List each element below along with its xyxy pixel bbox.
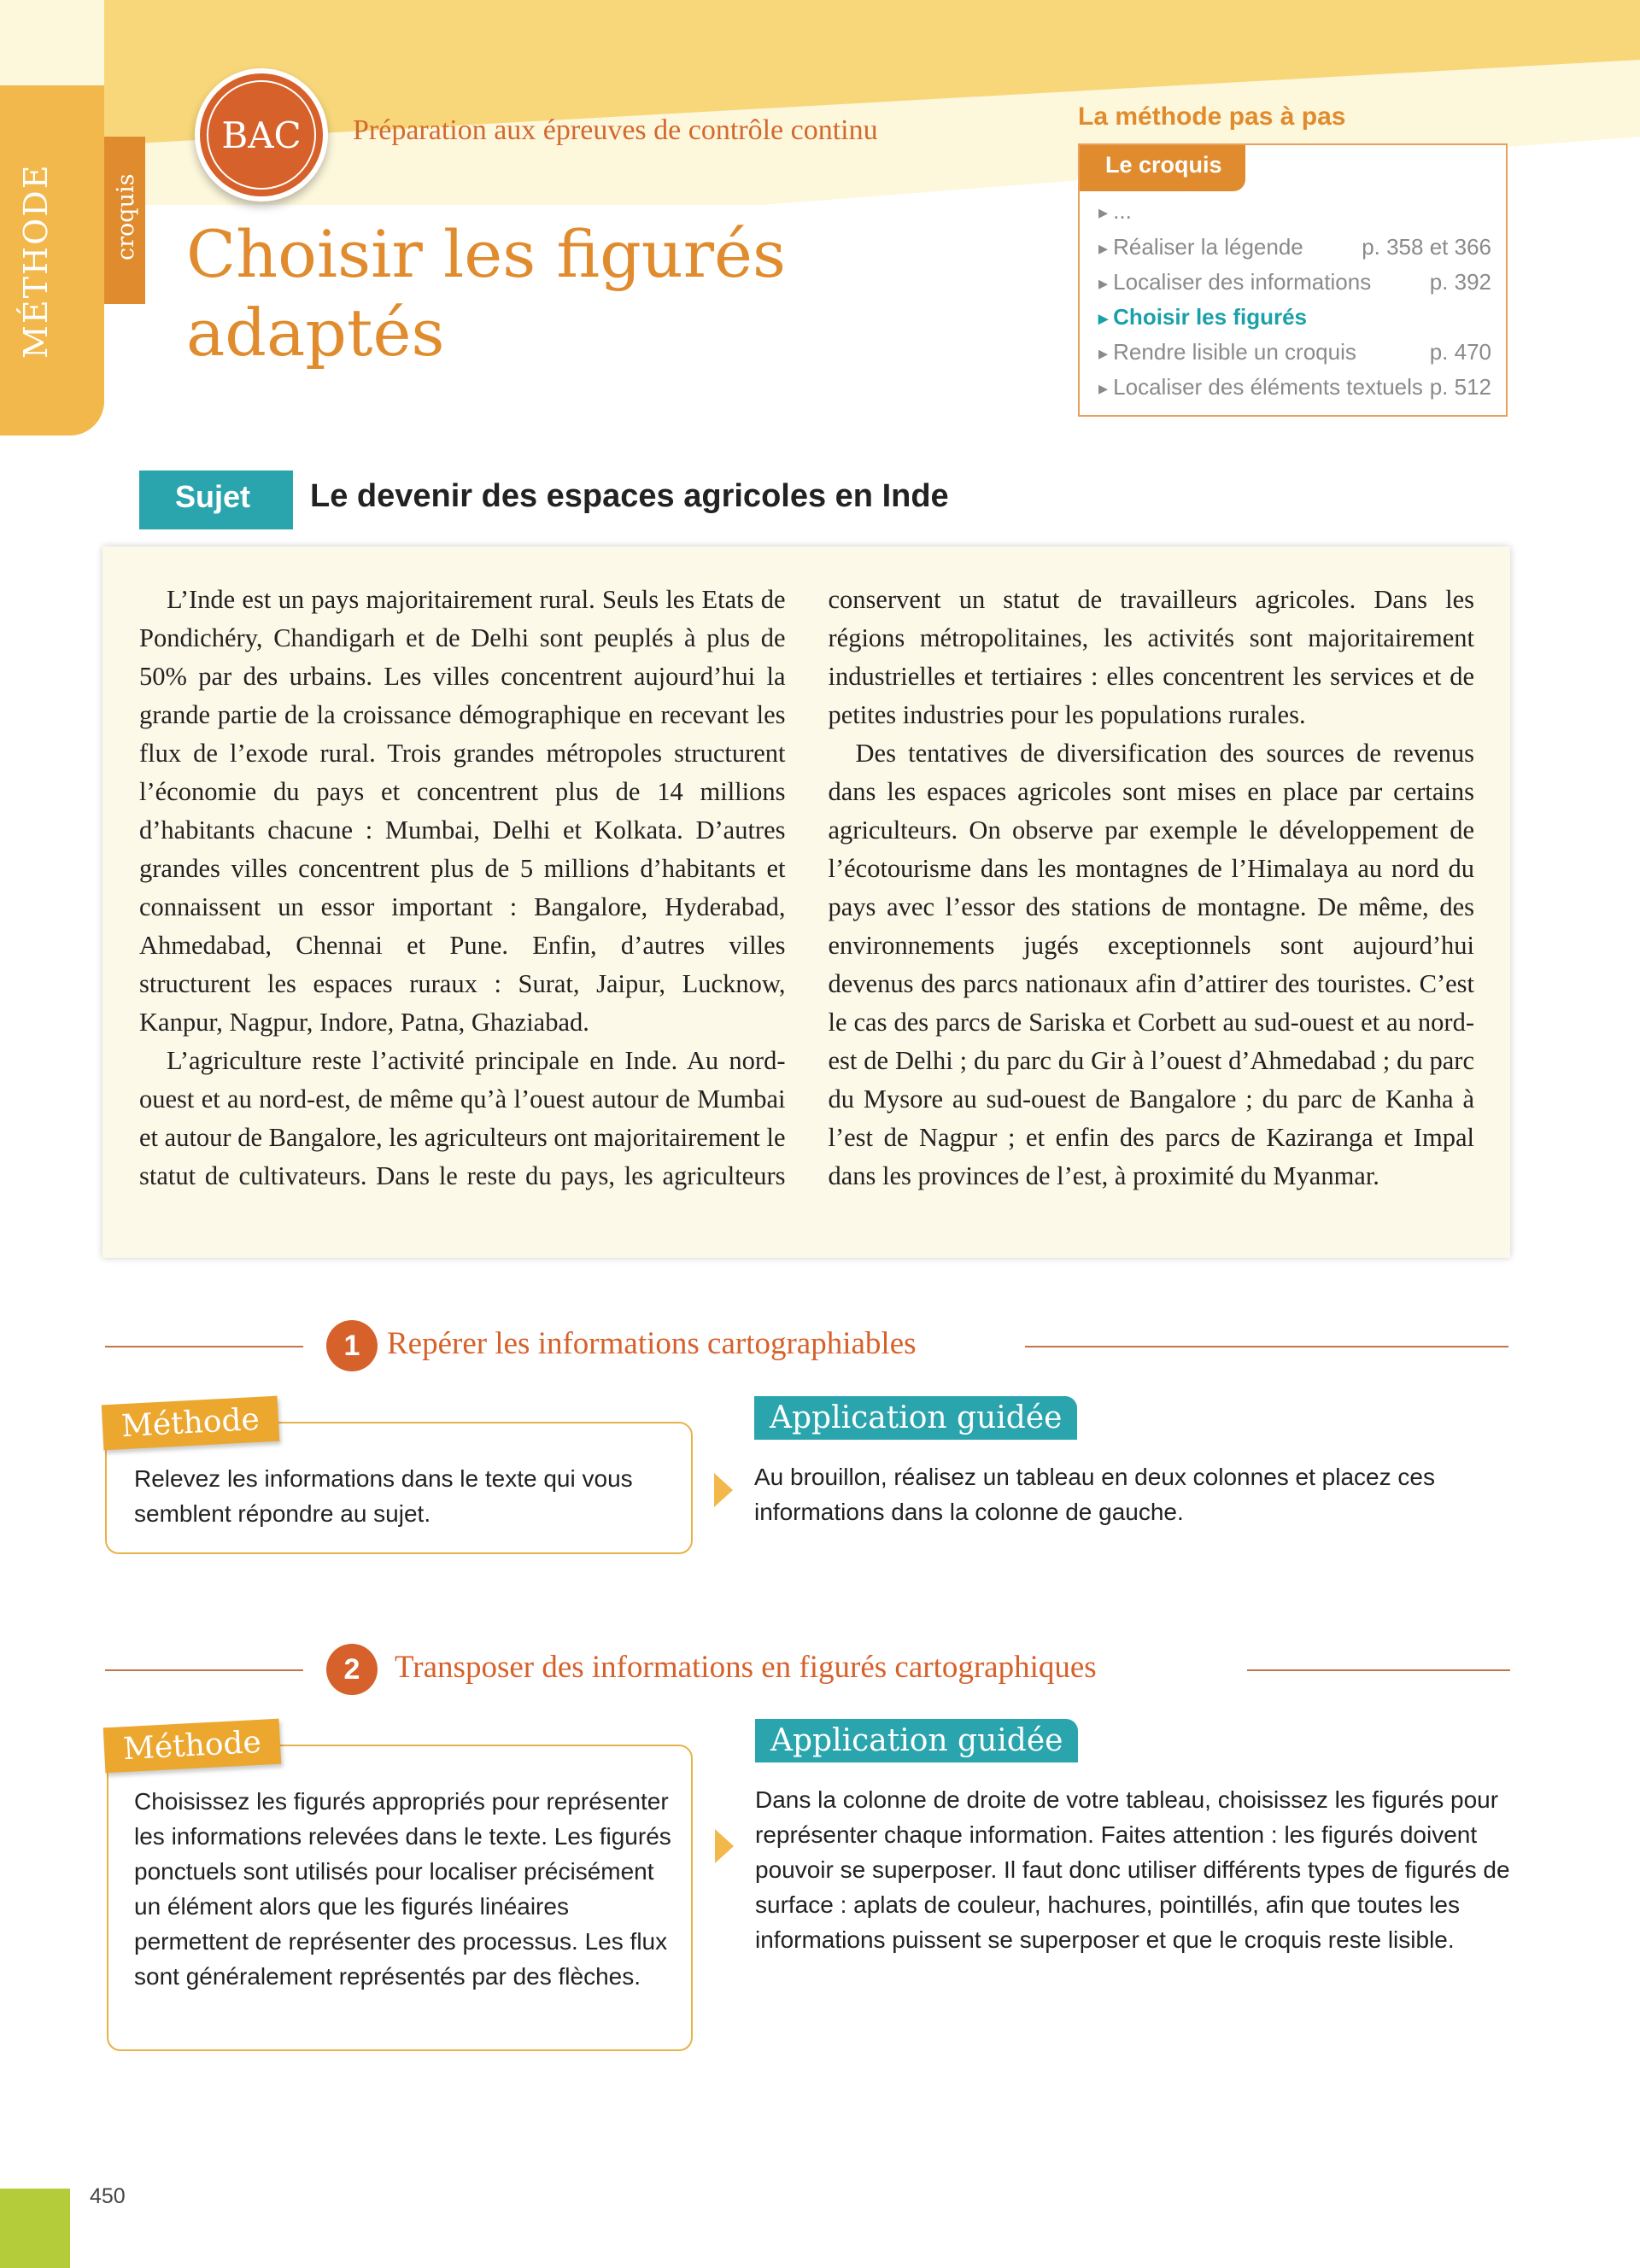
step-item[interactable]: ▸ Réaliser la légende p. 358 et 366 [1098, 234, 1491, 260]
side-tab-top [0, 0, 104, 85]
section-divider [105, 1346, 303, 1347]
section-divider [1247, 1669, 1510, 1671]
step-item-active[interactable]: ▸ Choisir les figurés [1098, 304, 1491, 330]
section-number: 1 [326, 1320, 378, 1371]
steps-box [1078, 143, 1508, 417]
step-item[interactable]: ▸ Localiser des éléments textuels p. 512 [1098, 374, 1491, 400]
subject-text-box [102, 547, 1510, 1258]
method-text: Relevez les informations dans le texte qui vous semblent répondre au sujet. [134, 1465, 633, 1527]
section-divider [105, 1669, 303, 1671]
method-tag: Méthode [103, 1719, 281, 1774]
subject-paragraph: L’agriculture reste l’activité principale en Inde. Au nord-ouest et au nord-est, de même qu’à l’ouest autour de Mumbai et autour de Bangalore, les agriculteurs ont majoritairement le statut de cultivateurs. Dans le reste du pays, les agriculteurs conservent un statut de travailleurs agricoles. Dans les régions métropolitaines, les activités sont majoritairement industrielles et tertiaires : elles concentrent les services et de petites industries pour les populations rurales. [139, 585, 1474, 1190]
side-label: MÉTHODE [17, 163, 55, 359]
application-tag: Application guidée [755, 1719, 1078, 1762]
method-text: Choisissez les figurés appropriés pour représenter les informations relevées dans le texte. Les figurés ponctuels sont utilisés pour localiser précisément un élément alors que les figurés linéaires permettent de représenter des processus. Les flux sont généralement représentés par des flèches. [134, 1788, 671, 1990]
steps-heading: La méthode pas à pas [1078, 102, 1346, 131]
subject-paragraph: Des tentatives de diversification des sources de revenus dans les espaces agricoles sont mises en place par certains agriculteurs. On observe par exemple le développement de l’écotourisme dans les montagnes de l’Himalaya au nord du pays avec l’essor des stations de montagne. De même, des environnements jugés exceptionnels sont aujourd’hui devenus des parcs nationaux afin d’attirer des touristes. C’est le cas des parcs de Sariska et Corbett au sud-ouest et au nord-est de Delhi ; du parc du Gir à l’ouest d’Ahmedabad ; du parc du Mysore au sud-ouest de Bangalore ; du parc de Kanha à l’est de Nagpur ; et enfin des parcs de Kaziranga et Impal dans les provinces de l’est, à proximité du Myanmar. [828, 739, 1474, 1190]
method-box [107, 1745, 693, 2051]
section-divider [1025, 1346, 1508, 1347]
bac-badge [195, 68, 328, 202]
step-item[interactable]: ▸ Localiser des informations p. 392 [1098, 269, 1491, 295]
step-item[interactable]: ▸ Rendre lisible un croquis p. 470 [1098, 339, 1491, 365]
application-text: Dans la colonne de droite de votre tableau, choisissez les figurés pour représenter chaque information. Faites attention : les figurés doivent pouvoir se superposer. Il faut donc utiliser différents types de figurés de surface : aplats de couleur, hachures, pointillés, afin que toutes les informations puissent se superposer et que le croquis reste lisible. [755, 1786, 1510, 1953]
subject-paragraph: L’Inde est un pays majoritairement rural. Seuls les Etats de Pondichéry, Chandigarh et de Delhi sont peuplés à plus de 50% par des urbains. Les villes concentrent aujourd’hui la grande partie de la croissance démographique en recevant les flux de l’exode rural. Trois grandes métropoles structurent l’économie du pays et concentrent plus de 14 millions d’habitants chacune : Mumbai, Delhi et Kolkata. D’autres grandes villes concentrent plus de 5 millions d’habitants et connaissent un essor important : Bangalore, Hyderabad, Ahmedabad, Chennai et Pune. Enfin, d’autres villes structurent les espaces ruraux : Surat, Jaipur, Lucknow, Kanpur, Nagpur, Indore, Patna, Ghaziabad. [139, 585, 786, 1037]
subject-tag: Sujet [139, 471, 293, 529]
section-title: Repérer les informations cartographiables [387, 1326, 917, 1361]
arrow-icon [715, 1829, 734, 1863]
application-text: Au brouillon, réalisez un tableau en deux colonnes et placez ces informations dans la colonne de gauche. [754, 1464, 1435, 1525]
step-item[interactable]: ▸ ... [1098, 198, 1491, 225]
section-title: Transposer des informations en figurés cartographiques [395, 1650, 1097, 1685]
bac-badge-text: BAC [207, 80, 316, 190]
page-number: 450 [90, 2184, 126, 2208]
page-title: Choisir les figurés adaptés [186, 216, 786, 371]
steps-tab: Le croquis [1080, 145, 1245, 191]
page-corner-marker [0, 2189, 70, 2268]
side-sublabel: croquis [113, 173, 139, 260]
subtitle: Préparation aux épreuves de contrôle continu [353, 114, 878, 146]
section-number: 2 [326, 1644, 378, 1695]
method-tag: Méthode [102, 1396, 279, 1451]
subject-title: Le devenir des espaces agricoles en Inde [310, 478, 949, 514]
arrow-icon [714, 1473, 733, 1507]
application-tag: Application guidée [754, 1396, 1077, 1440]
